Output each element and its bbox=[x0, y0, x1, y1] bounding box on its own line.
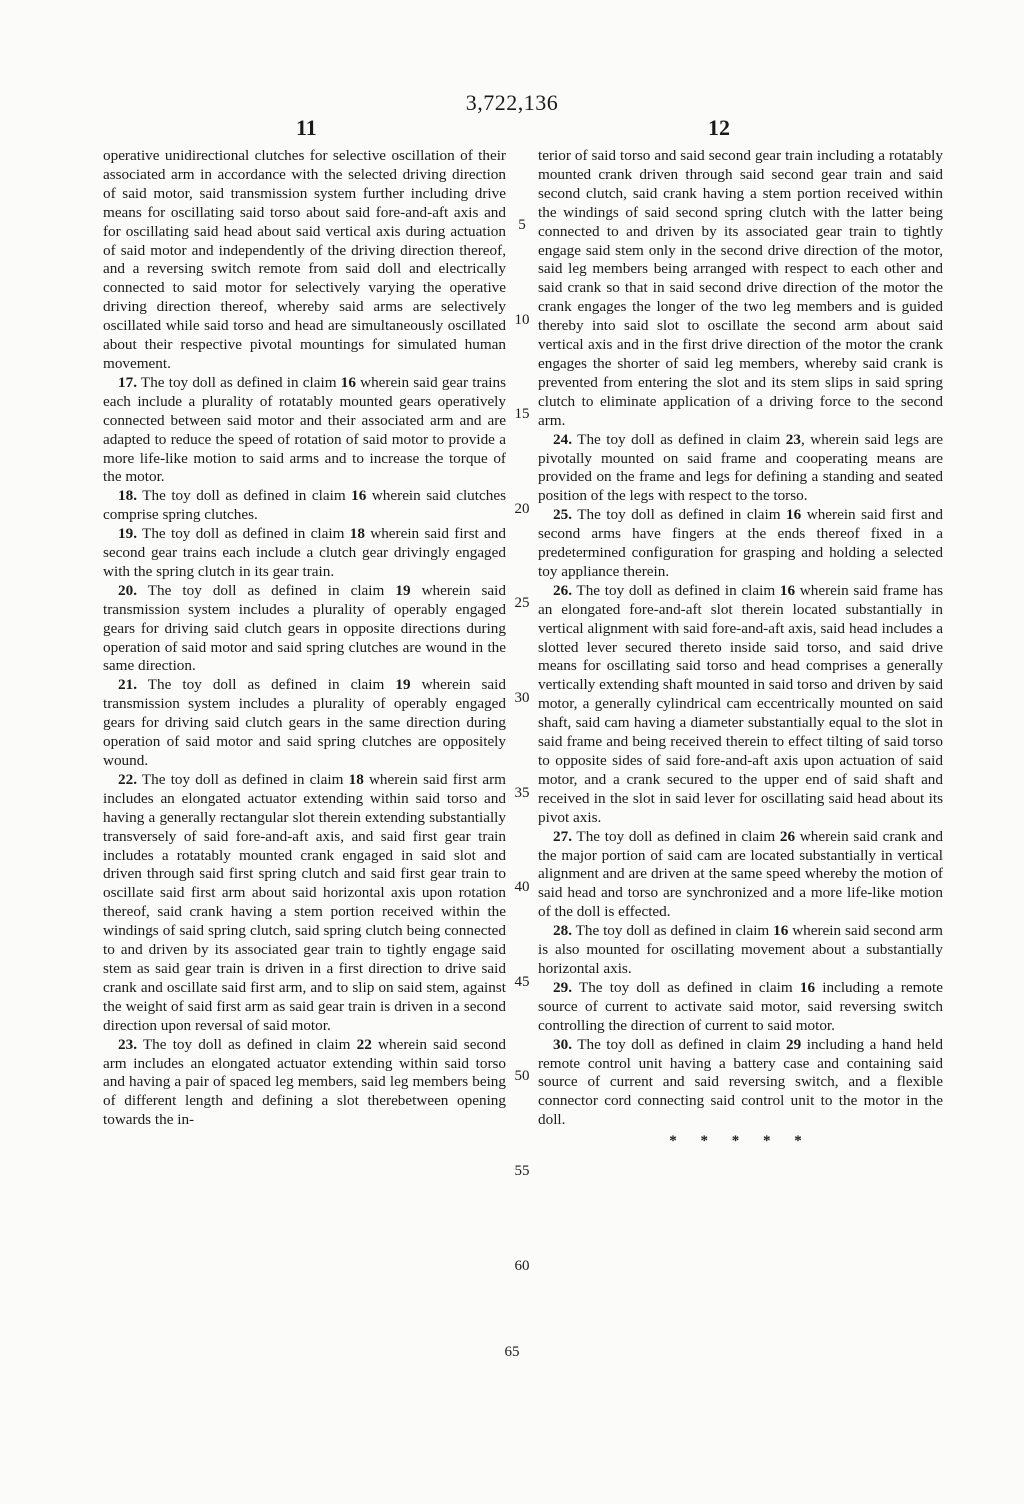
gutter-line-number: 25 bbox=[514, 595, 530, 612]
claim-18 bbox=[103, 487, 506, 525]
claim-number: 24. bbox=[553, 430, 572, 448]
claim-number: 18. bbox=[118, 487, 137, 505]
gutter-line-number: 60 bbox=[514, 1257, 530, 1274]
claim-number: 25. bbox=[553, 506, 572, 524]
claim-reference: 16 bbox=[799, 978, 816, 996]
claim-reference: 22 bbox=[356, 1035, 372, 1053]
claim-text: The toy doll as defined in claim bbox=[136, 581, 396, 599]
claim-text: The toy doll as defined in claim bbox=[136, 676, 396, 694]
claim-text: The toy doll as defined in claim bbox=[571, 430, 786, 448]
patent-number: 3,722,136 bbox=[465, 90, 559, 115]
claim-text: The toy doll as defined in claim bbox=[571, 581, 780, 599]
gutter-line-number: 5 bbox=[518, 217, 526, 233]
claim-reference: 16 bbox=[340, 373, 356, 391]
claim-reference: 18 bbox=[349, 525, 365, 543]
claim-27 bbox=[538, 828, 943, 923]
claim-number: 30. bbox=[553, 1035, 572, 1053]
claim-number: 29. bbox=[553, 978, 572, 996]
end-marks: * * * * * bbox=[669, 1133, 812, 1150]
claim-number: 28. bbox=[553, 922, 572, 940]
claim-23 bbox=[103, 1036, 506, 1131]
claim-20 bbox=[103, 582, 506, 677]
left-column bbox=[103, 147, 506, 1130]
claim-number: 19. bbox=[118, 525, 137, 543]
page-number-right: 12 bbox=[708, 115, 730, 140]
claim-number: 26. bbox=[553, 581, 572, 599]
claim-text: , wherein said legs are pivotally mounted on said frame and cooperating means are provided on the frame and legs for defining a standing and seated position of the legs with respect to the torso. bbox=[538, 430, 943, 505]
claim-text: The toy doll as defined in claim bbox=[571, 1035, 787, 1053]
claim-reference: 16 bbox=[786, 506, 802, 524]
gutter-line-number: 20 bbox=[514, 500, 530, 517]
claim-number: 21. bbox=[118, 676, 137, 694]
claim-24 bbox=[538, 431, 943, 507]
gutter-line-number: 15 bbox=[514, 406, 530, 423]
claim-number: 22. bbox=[118, 770, 137, 788]
claim-text: The toy doll as defined in claim bbox=[571, 506, 787, 524]
claim-reference: 16 bbox=[779, 581, 796, 599]
gutter-line-number: 35 bbox=[514, 784, 530, 801]
claim-text: wherein said transmission system includes a plurality of operably engaged gears for driving said clutch gears in the same direction during operation of said motor and said spring clutches are oppositely wound. bbox=[103, 676, 506, 769]
claim-number: 17. bbox=[118, 373, 137, 391]
claim-number: 23. bbox=[118, 1035, 137, 1053]
claim-19 bbox=[103, 525, 506, 582]
claim-text: including a remote source of current to activate said motor, said reversing switch controlling the direction of current to said motor. bbox=[538, 978, 943, 1034]
page-number-left: 11 bbox=[296, 115, 317, 140]
claim-reference: 26 bbox=[779, 827, 796, 845]
claim-reference: 16 bbox=[351, 487, 367, 505]
claim-text: The toy doll as defined in claim bbox=[136, 373, 341, 391]
claim-text: wherein said first and second arms have fingers at the ends thereof fixed in a predetermined configuration for grasping and holding a selected toy appliance therein. bbox=[538, 506, 943, 580]
claim-text: wherein said second arm includes an elongated actuator extending within said torso and having a pair of spaced leg members, said leg members being of different length and defining a slot therebetween opening towards the in- bbox=[103, 1035, 506, 1129]
claim-reference: 19 bbox=[395, 581, 411, 599]
gutter-line-number: 10 bbox=[514, 311, 530, 328]
gutter-line-number: 45 bbox=[514, 973, 530, 990]
gutter-line-number: 30 bbox=[514, 690, 530, 706]
left-column-continuation: operative unidirectional clutches for selective oscillation of their associated arm in accordance with the selected driving direction of said motor, said transmission system further including drive means for oscillating said torso about said fore-and-aft axis and for oscillating said head about said vertical axis during actuation of said motor and independently of the driving direction thereof, and a reversing switch remote from said doll and electrically connected to said motor for selectively varying the operative driving direction thereof, whereby said arms are selectively oscillated while said torso and head are simultaneously oscillated about their respective pivotal mountings for simulated human movement. bbox=[103, 147, 506, 372]
claim-22 bbox=[103, 771, 506, 1036]
claim-text: wherein said clutches comprise spring clutches. bbox=[103, 487, 506, 524]
claim-text: wherein said frame has an elongated fore-and-aft slot therein located substantially in vertical alignment with said fore-and-aft axis, said head includes a slotted lever secured thereto inside said torso, and said drive means for oscillating said torso and head comprises a generally vertically extending shaft mounted in said torso and driven by said motor, a generally cylindrical cam eccentrically mounted on said shaft, said cam having a diameter substantially equal to the slot in said frame and being received therein to effect tilting of said torso to opposite sides of said fore-and-aft axis upon actuation of said motor, and a crank secured to the upper end of said shaft and received in the slot in said lever for oscillating said head about its pivot axis. bbox=[538, 581, 943, 826]
claim-number: 20. bbox=[118, 581, 137, 599]
claim-text: The toy doll as defined in claim bbox=[136, 770, 349, 788]
gutter-line-number: 50 bbox=[514, 1068, 530, 1085]
gutter-line-number: 40 bbox=[514, 879, 530, 896]
claim-number: 27. bbox=[553, 827, 572, 845]
claim-29 bbox=[538, 979, 943, 1036]
claim-text: wherein said first arm includes an elongated actuator extending within said torso and having a generally rectangular slot therein extending substantially transversely of said fore-and-aft axis, and said first gear train includes a rotatably mounted crank engaged in said slot and driven through said first spring clutch and said first gear train to oscillate said first arm about said horizontal axis upon rotation thereof, said crank having a stem portion received within the windings of said spring clutch, said spring clutch being connected to and driven by its associated gear train to tightly engage said stem as said gear train is driven in a first direction to drive said crank and oscillate said first arm, and to slip on said stem, against the weight of said first arm as said gear train is driven in a second direction upon reversal of said motor. bbox=[103, 770, 506, 1034]
claim-text: wherein said first and second gear trains each include a clutch gear drivingly engaged with the spring clutch in its gear train. bbox=[103, 525, 506, 580]
claim-reference: 16 bbox=[773, 922, 789, 940]
claim-17 bbox=[103, 374, 506, 487]
claim-25 bbox=[538, 506, 943, 582]
right-column bbox=[538, 147, 943, 1151]
claim-reference: 29 bbox=[786, 1035, 802, 1053]
claim-text: The toy doll as defined in claim bbox=[136, 487, 352, 505]
claim-21 bbox=[103, 676, 506, 771]
claim-30 bbox=[538, 1036, 943, 1131]
claim-text: The toy doll as defined in claim bbox=[571, 978, 800, 996]
claim-28 bbox=[538, 922, 943, 979]
claim-text: wherein said transmission system includes a plurality of operably engaged gears for driving said clutch gears in opposite directions during operation of said motor and said spring clutches are wound in the same direction. bbox=[103, 581, 506, 675]
claim-text: wherein said gear trains each include a plurality of rotatably mounted gears operatively connected between said motor and their associated arm and are adapted to reduce the speed of rotation of said motor to provide a more life-like motion to said arms and to increase the torque of the motor. bbox=[103, 373, 506, 486]
claim-reference: 23 bbox=[785, 430, 801, 448]
claim-text: The toy doll as defined in claim bbox=[136, 1035, 357, 1053]
claim-reference: 18 bbox=[348, 770, 364, 788]
claim-26 bbox=[538, 582, 943, 828]
claim-text: wherein said crank and the major portion of said cam are located substantially in vertical alignment and are driven at the same speed whereby the motion of said head and torso are synchronized and a more life-like motion of the doll is effected. bbox=[538, 827, 943, 921]
gutter-line-number: 55 bbox=[514, 1163, 530, 1179]
claim-text: wherein said second arm is also mounted for oscillating movement about a substantially horizontal axis. bbox=[538, 922, 943, 977]
claim-text: including a hand held remote control unit having a battery case and containing said source of current and said reversing switch, and a flexible connector cord connecting said control unit to the motor in the doll. bbox=[538, 1035, 943, 1129]
claim-text: The toy doll as defined in claim bbox=[136, 525, 350, 543]
claim-text: The toy doll as defined in claim bbox=[571, 827, 780, 845]
page-footer-number: 65 bbox=[504, 1344, 520, 1360]
claim-reference: 19 bbox=[395, 676, 411, 694]
right-column-continuation: terior of said torso and said second gear train including a rotatably mounted crank driven through said second gear train and said second clutch, said crank having a stem portion received within the windings of said second spring clutch with the latter being connected to and driven by its associated gear train to tightly engage said stem only in the second drive direction of the motor, said leg members being arranged with respect to each other and said crank so that in said second drive direction of the motor the crank engages the longer of the two leg members and is guided thereby into said slot to oscillate the second arm about said vertical axis and in the first drive direction of the motor the crank engages the shorter of said leg members, whereby said crank is prevented from entering the slot and its stem slips in said spring clutch to eliminate application of a driving force to the second arm. bbox=[538, 147, 943, 429]
claim-text: The toy doll as defined in claim bbox=[571, 922, 774, 940]
